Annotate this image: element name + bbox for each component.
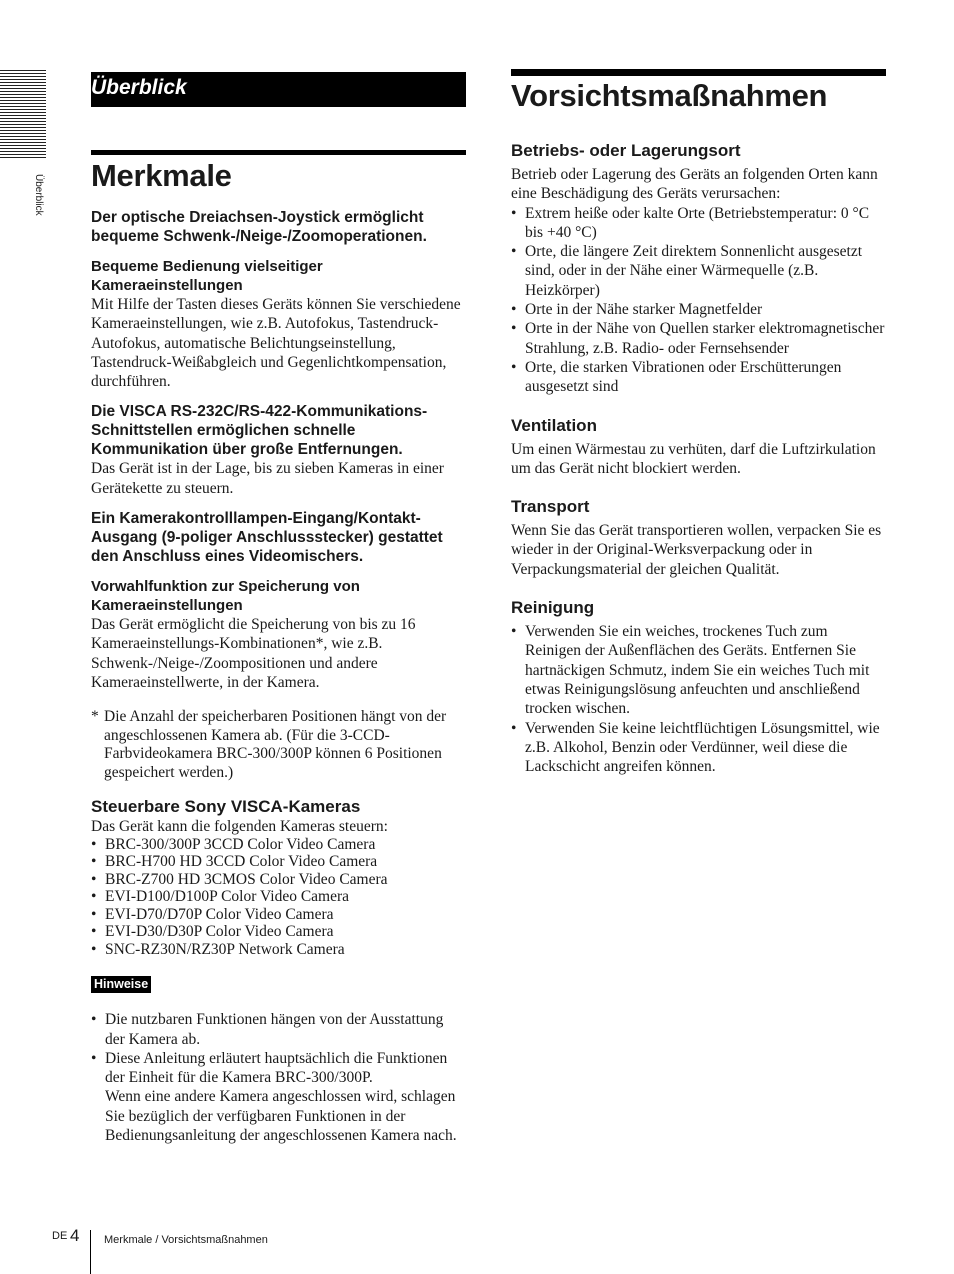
side-tab-stripes — [0, 70, 46, 158]
footnote-mark: * — [91, 708, 99, 726]
note-continuation: Wenn eine andere Kamera angeschlossen wird, schlagen Sie bezüglich der verfügbaren Funktionen in der Bedienungsanleitung der angeschlossenen Kamera nach. — [105, 1088, 457, 1145]
camera-item: • BRC-H700 HD 3CCD Color Video Camera — [91, 853, 466, 871]
footnote-text: Die Anzahl der speicherbaren Positionen hängt von der angeschlossenen Kamera ab. (Für die 3-CCD-Farbvideokamera BRC-300/300P können 6 Positionen gespeichert werden.) — [104, 708, 447, 781]
camera-item: • EVI-D30/D30P Color Video Camera — [91, 923, 466, 941]
location-item: • Orte, die starken Vibrationen oder Erschütterungen ausgesetzt sind — [511, 358, 886, 397]
feature4-heading: Vorwahlfunktion zur Speicherung von Kameraeinstellungen — [91, 578, 360, 615]
section-title: Vorsichtsmaßnahmen — [511, 78, 828, 113]
note-item — [91, 1049, 466, 1145]
feature1-body: Mit Hilfe der Tasten dieses Geräts können Sie verschiedene Kameraeinstellungen, wie z.B. Autofokus, Tastendruck-Autofokus, automatische Belichtungseinstellung, Tastendruck-Weißabgleich und Gegenlichtkompensation, durchführen. — [91, 296, 461, 391]
side-tab-label: Überblick — [33, 174, 44, 216]
note-item: • Die nutzbaren Funktionen hängen von der Ausstattung der Kamera ab. — [91, 1010, 466, 1049]
camera-list — [91, 836, 466, 959]
cameras-intro: Das Gerät kann die folgenden Kameras steuern: — [91, 818, 388, 836]
camera-item: • BRC-300/300P 3CCD Color Video Camera — [91, 836, 466, 854]
cameras-heading: Steuerbare Sony VISCA-Kameras — [91, 797, 361, 817]
transport-body: Wenn Sie das Gerät transportieren wollen, verpacken Sie es wieder in der Original-Werksverpackung oder in Verpackungsmaterial der gleichen Qualität. — [511, 522, 882, 578]
section-banner — [91, 72, 466, 107]
cleaning-item: • Verwenden Sie keine leichtflüchtigen Lösungsmittel, wie z.B. Alkohol, Benzin oder Verdünner, weil diese die Lackschicht angreifen können. — [511, 719, 886, 777]
location-intro: Betrieb oder Lagerung des Geräts an folgenden Orten kann eine Beschädigung des Geräts verursachen: — [511, 166, 878, 203]
location-item: • Orte in der Nähe starker Magnetfelder — [511, 300, 886, 319]
location-list — [511, 204, 886, 397]
intro-text: Der optische Dreiachsen-Joystick ermöglicht bequeme Schwenk-/Neige-/Zoomoperationen. — [91, 209, 427, 245]
camera-item: • EVI-D70/D70P Color Video Camera — [91, 906, 466, 924]
footnote — [91, 708, 466, 782]
feature2-heading: Die VISCA RS-232C/RS-422-Kommunikations-Schnittstellen ermöglichen schnelle Kommunikation über große Entfernungen. — [91, 403, 428, 459]
footer-divider — [90, 1230, 91, 1274]
cleaning-item: • Verwenden Sie ein weiches, trockenes Tuch zum Reinigen der Außenflächen des Geräts. Entfernen Sie hartnäckigen Schmutz, indem Sie ein weiches Tuch mit etwas Reinigungslösung anfeuchten und anschließend trocken wischen. — [511, 622, 886, 718]
cleaning-list — [511, 622, 886, 776]
running-title: Merkmale / Vorsichtsmaßnahmen — [104, 1234, 268, 1246]
page-title: Merkmale — [91, 158, 232, 193]
location-item: • Orte in der Nähe von Quellen starker elektromagnetischer Strahlung, z.B. Radio- oder Fernsehsender — [511, 319, 886, 358]
ventilation-body: Um einen Wärmestau zu verhüten, darf die Luftzirkulation um das Gerät nicht blockiert werden. — [511, 440, 876, 477]
notes-label: Hinweise — [91, 976, 151, 993]
section-label: Überblick — [91, 76, 187, 99]
cleaning-heading: Reinigung — [511, 598, 595, 618]
feature3-heading: Ein Kamerakontrolllampen-Eingang/Kontakt-Ausgang (9-poliger Anschlussstecker) gestattet den Anschluss eines Videomischers. — [91, 510, 443, 566]
title-rule-right — [511, 69, 886, 76]
page-number: 4 — [70, 1226, 80, 1245]
notes-label-wrap — [91, 975, 466, 993]
transport-heading: Transport — [511, 497, 590, 517]
feature2-body: Das Gerät ist in der Lage, bis zu sieben Kameras in einer Gerätekette zu steuern. — [91, 460, 444, 497]
footer-language: DE — [52, 1230, 68, 1242]
right-content — [511, 140, 886, 776]
note-item-text: Diese Anleitung erläutert hauptsächlich die Funktionen der Einheit für die Kamera BRC-300/300P. — [105, 1049, 448, 1087]
ventilation-heading: Ventilation — [511, 415, 597, 435]
location-item: • Orte, die längere Zeit direktem Sonnenlicht ausgesetzt sind, oder in der Nähe einer Wärmequelle (z.B. Heizkörper) — [511, 242, 886, 300]
location-heading: Betriebs- oder Lagerungsort — [511, 141, 741, 160]
camera-item: • BRC-Z700 HD 3CMOS Color Video Camera — [91, 871, 466, 889]
notes-list — [91, 1010, 466, 1145]
location-item: • Extrem heiße oder kalte Orte (Betriebstemperatur: 0 °C bis +40 °C) — [511, 204, 886, 243]
feature1-heading: Bequeme Bedienung vielseitiger Kameraeinstellungen — [91, 258, 323, 294]
camera-item: • SNC-RZ30N/RZ30P Network Camera — [91, 941, 466, 959]
title-rule — [91, 150, 466, 155]
camera-item: • EVI-D100/D100P Color Video Camera — [91, 888, 466, 906]
feature4-body: Das Gerät ermöglicht die Speicherung von bis zu 16 Kameraeinstellungs-Kombinationen*, wie z.B. Schwenk-/Neige-/Zoompositionen und andere Kameraeinstellwerte, in der Kamera. — [91, 616, 416, 691]
left-content — [91, 208, 466, 1145]
